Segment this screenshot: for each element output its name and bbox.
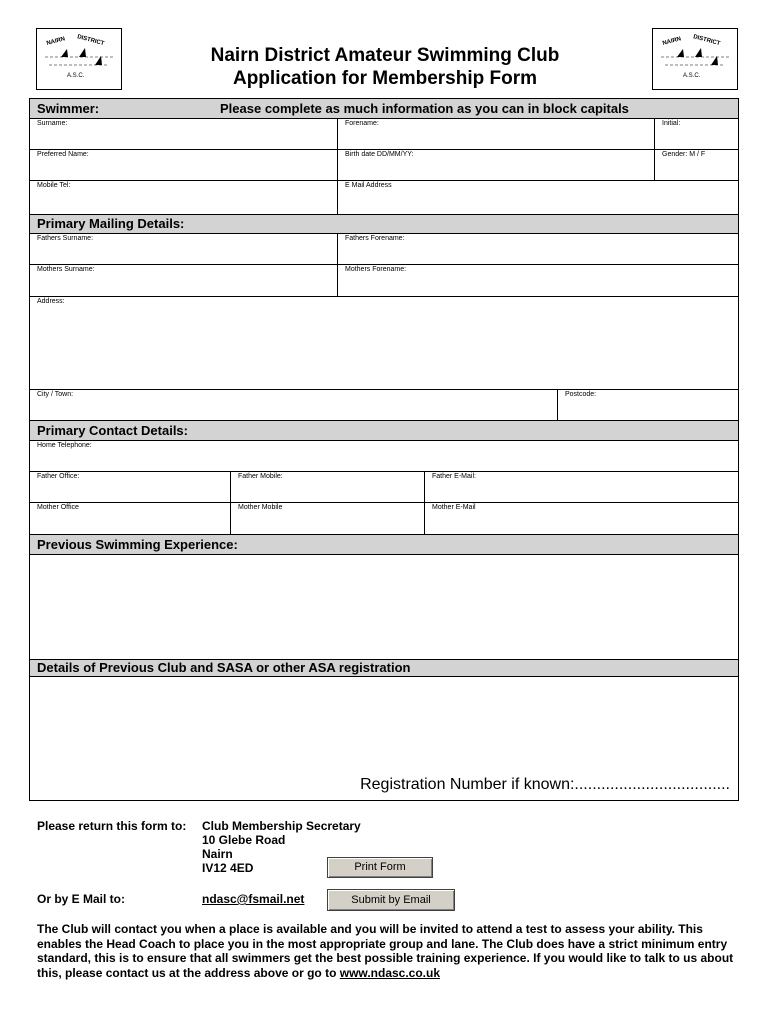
logo-text-district: DISTRICT — [76, 34, 105, 48]
logo-text-asc: A.S.C. — [683, 73, 701, 79]
print-form-button[interactable]: Print Form — [327, 857, 433, 878]
fathers-surname-field[interactable] — [30, 234, 337, 264]
surname-field[interactable] — [30, 119, 337, 149]
row-home-tel — [30, 441, 738, 472]
birth-date-field[interactable] — [337, 150, 654, 180]
section-contact-header — [30, 420, 738, 441]
mothers-forename-field[interactable] — [337, 265, 738, 296]
email-address-label: E Mail Address — [345, 182, 392, 189]
experience-field[interactable] — [30, 555, 738, 659]
address-line-3: Nairn — [202, 847, 233, 861]
address-field[interactable] — [30, 297, 738, 389]
initial-field[interactable] — [654, 119, 738, 149]
initial-label: Initial: — [662, 120, 681, 127]
father-mobile-field[interactable] — [230, 472, 424, 502]
website-link[interactable]: www.ndasc.co.uk — [339, 965, 441, 980]
submit-by-email-button[interactable]: Submit by Email — [327, 889, 455, 911]
father-mobile-label: Father Mobile: — [238, 473, 283, 480]
row-address — [30, 297, 738, 390]
mother-email-field[interactable] — [424, 503, 738, 534]
father-email-label: Father E-Mail: — [432, 473, 476, 480]
address-line-2: 10 Glebe Road — [202, 833, 286, 847]
form-subtitle: Application for Membership Form — [232, 68, 538, 89]
row-city — [30, 390, 738, 420]
mobile-tel-label: Mobile Tel: — [37, 182, 71, 189]
father-office-field[interactable] — [30, 472, 230, 502]
fathers-forename-label: Fathers Forename: — [345, 235, 405, 242]
section-mailing-title: Primary Mailing Details: — [37, 216, 185, 231]
mothers-forename-label: Mothers Forename: — [345, 266, 407, 273]
section-swimmer-header — [30, 99, 738, 119]
father-email-field[interactable] — [424, 472, 738, 502]
city-field[interactable] — [30, 390, 557, 420]
info-paragraph — [37, 922, 737, 980]
mother-mobile-label: Mother Mobile — [238, 504, 283, 511]
logo-text-nairn: NAIRN — [45, 36, 66, 47]
birth-date-label: Birth date DD/MM/YY: — [345, 151, 414, 158]
logo-text-asc: A.S.C. — [67, 73, 85, 79]
fathers-surname-label: Fathers Surname: — [37, 235, 94, 242]
preferred-name-label: Preferred Name: — [37, 151, 89, 158]
info-paragraph-text: The Club will contact you when a place is available and you will be invited to attend a test to assess your ability. This enables the Head Coach to place you in the most appropriate group and lane. The Club does have a strict minimum entry standard, this is to ensure that all swimmers get the best possible training experience. If you would like to talk to us about this, please contact us at the address above or go to — [37, 922, 734, 980]
address-line-1: Club Membership Secretary — [202, 819, 361, 833]
address-line-4: IV12 4ED — [202, 861, 254, 875]
row-fathers-name — [30, 234, 738, 265]
fathers-forename-field[interactable] — [337, 234, 738, 264]
row-surname — [30, 119, 738, 150]
club-logo-right — [652, 28, 738, 90]
email-address-field[interactable] — [337, 181, 738, 214]
forename-label: Forename: — [345, 120, 379, 127]
registration-number-label: Registration Number if known:................................... — [360, 776, 730, 793]
row-mother-contact — [30, 503, 738, 534]
gender-label: Gender: M / F — [662, 151, 706, 158]
postcode-label: Postcode: — [565, 391, 597, 398]
section-previous-club-title: Details of Previous Club and SASA or other ASA registration — [37, 660, 411, 675]
home-telephone-field[interactable] — [30, 441, 738, 471]
section-previous-club-header — [30, 659, 738, 677]
address-label: Address: — [37, 298, 65, 305]
email-label: Or by E Mail to: — [37, 892, 126, 906]
email-link[interactable]: ndasc@fsmail.net — [202, 892, 305, 906]
form-title: Nairn District Amateur Swimming Club — [210, 45, 560, 66]
section-swimmer-title: Swimmer: — [37, 101, 100, 116]
postcode-field[interactable] — [557, 390, 738, 420]
home-telephone-label: Home Telephone: — [37, 442, 92, 449]
forename-field[interactable] — [337, 119, 654, 149]
previous-club-field[interactable] — [30, 677, 738, 800]
row-mothers-name — [30, 265, 738, 297]
row-preferred-name — [30, 150, 738, 181]
return-label: Please return this form to: — [37, 819, 187, 833]
preferred-name-field[interactable] — [30, 150, 337, 180]
logo-text-district: DISTRICT — [692, 34, 721, 48]
row-mobile — [30, 181, 738, 214]
instruction-text: Please complete as much information as you can in block capitals — [220, 101, 629, 116]
logo-text-nairn: NAIRN — [661, 36, 682, 47]
mother-office-field[interactable] — [30, 503, 230, 534]
mother-mobile-field[interactable] — [230, 503, 424, 534]
club-logo-left — [36, 28, 122, 90]
father-office-label: Father Office: — [37, 473, 80, 480]
mothers-surname-label: Mothers Surname: — [37, 266, 95, 273]
surname-label: Surname: — [37, 120, 68, 127]
gender-field[interactable] — [654, 150, 738, 180]
membership-form — [29, 98, 739, 801]
mother-office-label: Mother Office — [37, 504, 79, 511]
mobile-tel-field[interactable] — [30, 181, 337, 214]
city-label: City / Town: — [37, 391, 74, 398]
mothers-surname-field[interactable] — [30, 265, 337, 296]
mother-email-label: Mother E-Mail — [432, 504, 476, 511]
section-experience-header — [30, 534, 738, 555]
section-contact-title: Primary Contact Details: — [37, 423, 188, 438]
section-mailing-header — [30, 214, 738, 234]
section-experience-title: Previous Swimming Experience: — [37, 537, 238, 552]
row-father-contact — [30, 472, 738, 503]
